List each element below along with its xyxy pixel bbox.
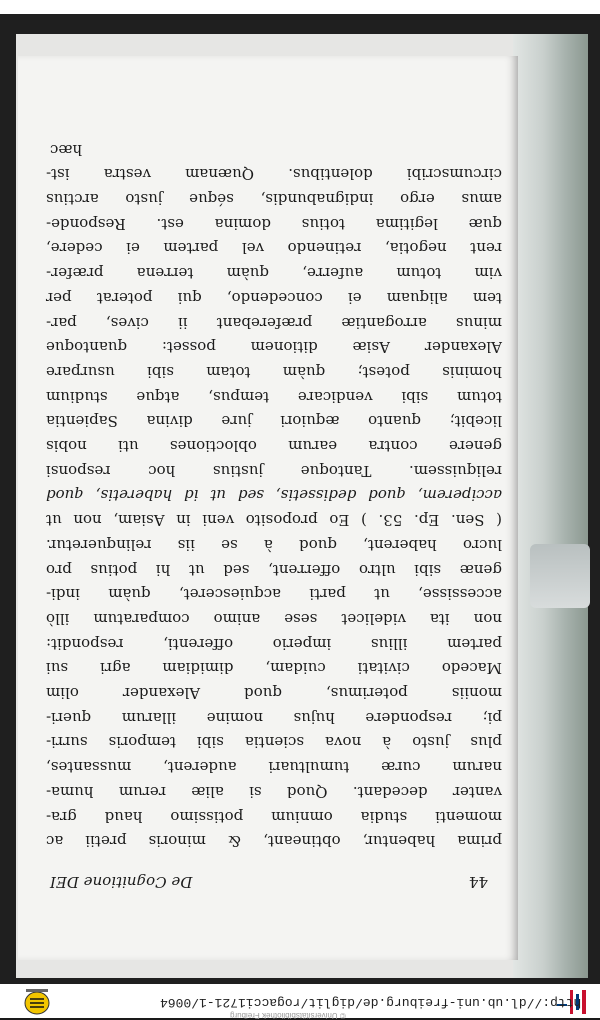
- text-line: partem illius imperio offerenti, respondit:: [46, 634, 502, 653]
- text-line: totum sibi vendicare tempus, atque studium: [46, 387, 502, 406]
- text-line: reliquissem. Tantoque justius hoc responsi: [46, 461, 502, 480]
- text-line: pi; respondere hujus nomine illarum queri-: [46, 708, 502, 727]
- text-line: acciperem, quod dedissetis, sed ut id haberetis, quod: [46, 486, 502, 505]
- footer-credit: [140, 0, 270, 1]
- text-line: plus justo à nova scientia sibi temporis surri-: [46, 733, 502, 752]
- page-edges: [513, 34, 588, 978]
- text-line: circumscribi dolentibus. Quænam vestra ist-: [46, 165, 502, 184]
- text-line: licebit; quanto æquiori jure divina Sapientia: [46, 412, 502, 431]
- text-line: vim totum auferre, quàm terrena præfer-: [46, 264, 502, 283]
- text-line: prima habentur, obtineant, & minoris pretii ac: [46, 832, 502, 851]
- book-clip: [530, 544, 590, 608]
- page-number: 44: [468, 873, 488, 891]
- text-line: genæ sibi ultro offerrent, sed ut hi potius pro: [46, 560, 502, 579]
- text-line: rent negotia, retinendo vel partem ei cedere,: [46, 239, 502, 258]
- text-line: minus arrogantiæ præferebant ii cives, par-: [46, 313, 502, 332]
- text-line: ( Sen. Ep. 53. ) Eo proposito veni in Asiam, non ut: [46, 511, 502, 530]
- text-line: Alexander Asiæ ditionem posset: quantoque: [46, 338, 502, 357]
- text-line: quæ legitima totius domina est. Responde-: [46, 214, 502, 233]
- text-line: momenti studia omnium potissimo haud gra-: [46, 807, 502, 826]
- running-title: De Cognitione DEI: [50, 873, 193, 891]
- text-line: moniis poterimus, quod Alexander olim: [46, 684, 502, 703]
- url-note: © Universitätsbibliothek Freiburg: [230, 1011, 346, 1020]
- text-line: narum curæ tumultuari auderent, mussantes,: [46, 758, 502, 777]
- text-line: amus ergo indignabundis, séque justo arctius: [46, 190, 502, 209]
- page-text: [46, 137, 502, 894]
- text-line: accessisse, ut parti acquiesceret, quàm indi-: [46, 585, 502, 604]
- text-line: tem aliquam ei concedendo, qui poterat per: [46, 288, 502, 307]
- viewer-footer: [0, 0, 600, 14]
- text-line: Macedo civitati cuidam, dimidiam agri sui: [46, 659, 502, 678]
- text-lines: [46, 162, 502, 854]
- viewer-header: [0, 984, 600, 1018]
- text-line: lucro haberent, quod à se iis relinqueretur.: [46, 535, 502, 554]
- text-line: non ita videlicet sese animo comparatum illò: [46, 609, 502, 628]
- running-head: [46, 869, 502, 894]
- viewer-url[interactable]: http://dl.ub.uni-freiburg.de/diglit/rogacci1721-1/0064: [160, 995, 582, 1010]
- footer-region: [509, 0, 590, 1]
- catchword: hæc: [50, 140, 83, 159]
- text-line: vanter decedant. Quod si aliæ rerum huma-: [46, 782, 502, 801]
- text-line: genere contra earum obloctiones uti nobis: [46, 437, 502, 456]
- text-line: hominis potest; quàm totam sibi usurpare: [46, 362, 502, 381]
- book-scan: [16, 34, 588, 978]
- state-crest-icon: [20, 988, 54, 1016]
